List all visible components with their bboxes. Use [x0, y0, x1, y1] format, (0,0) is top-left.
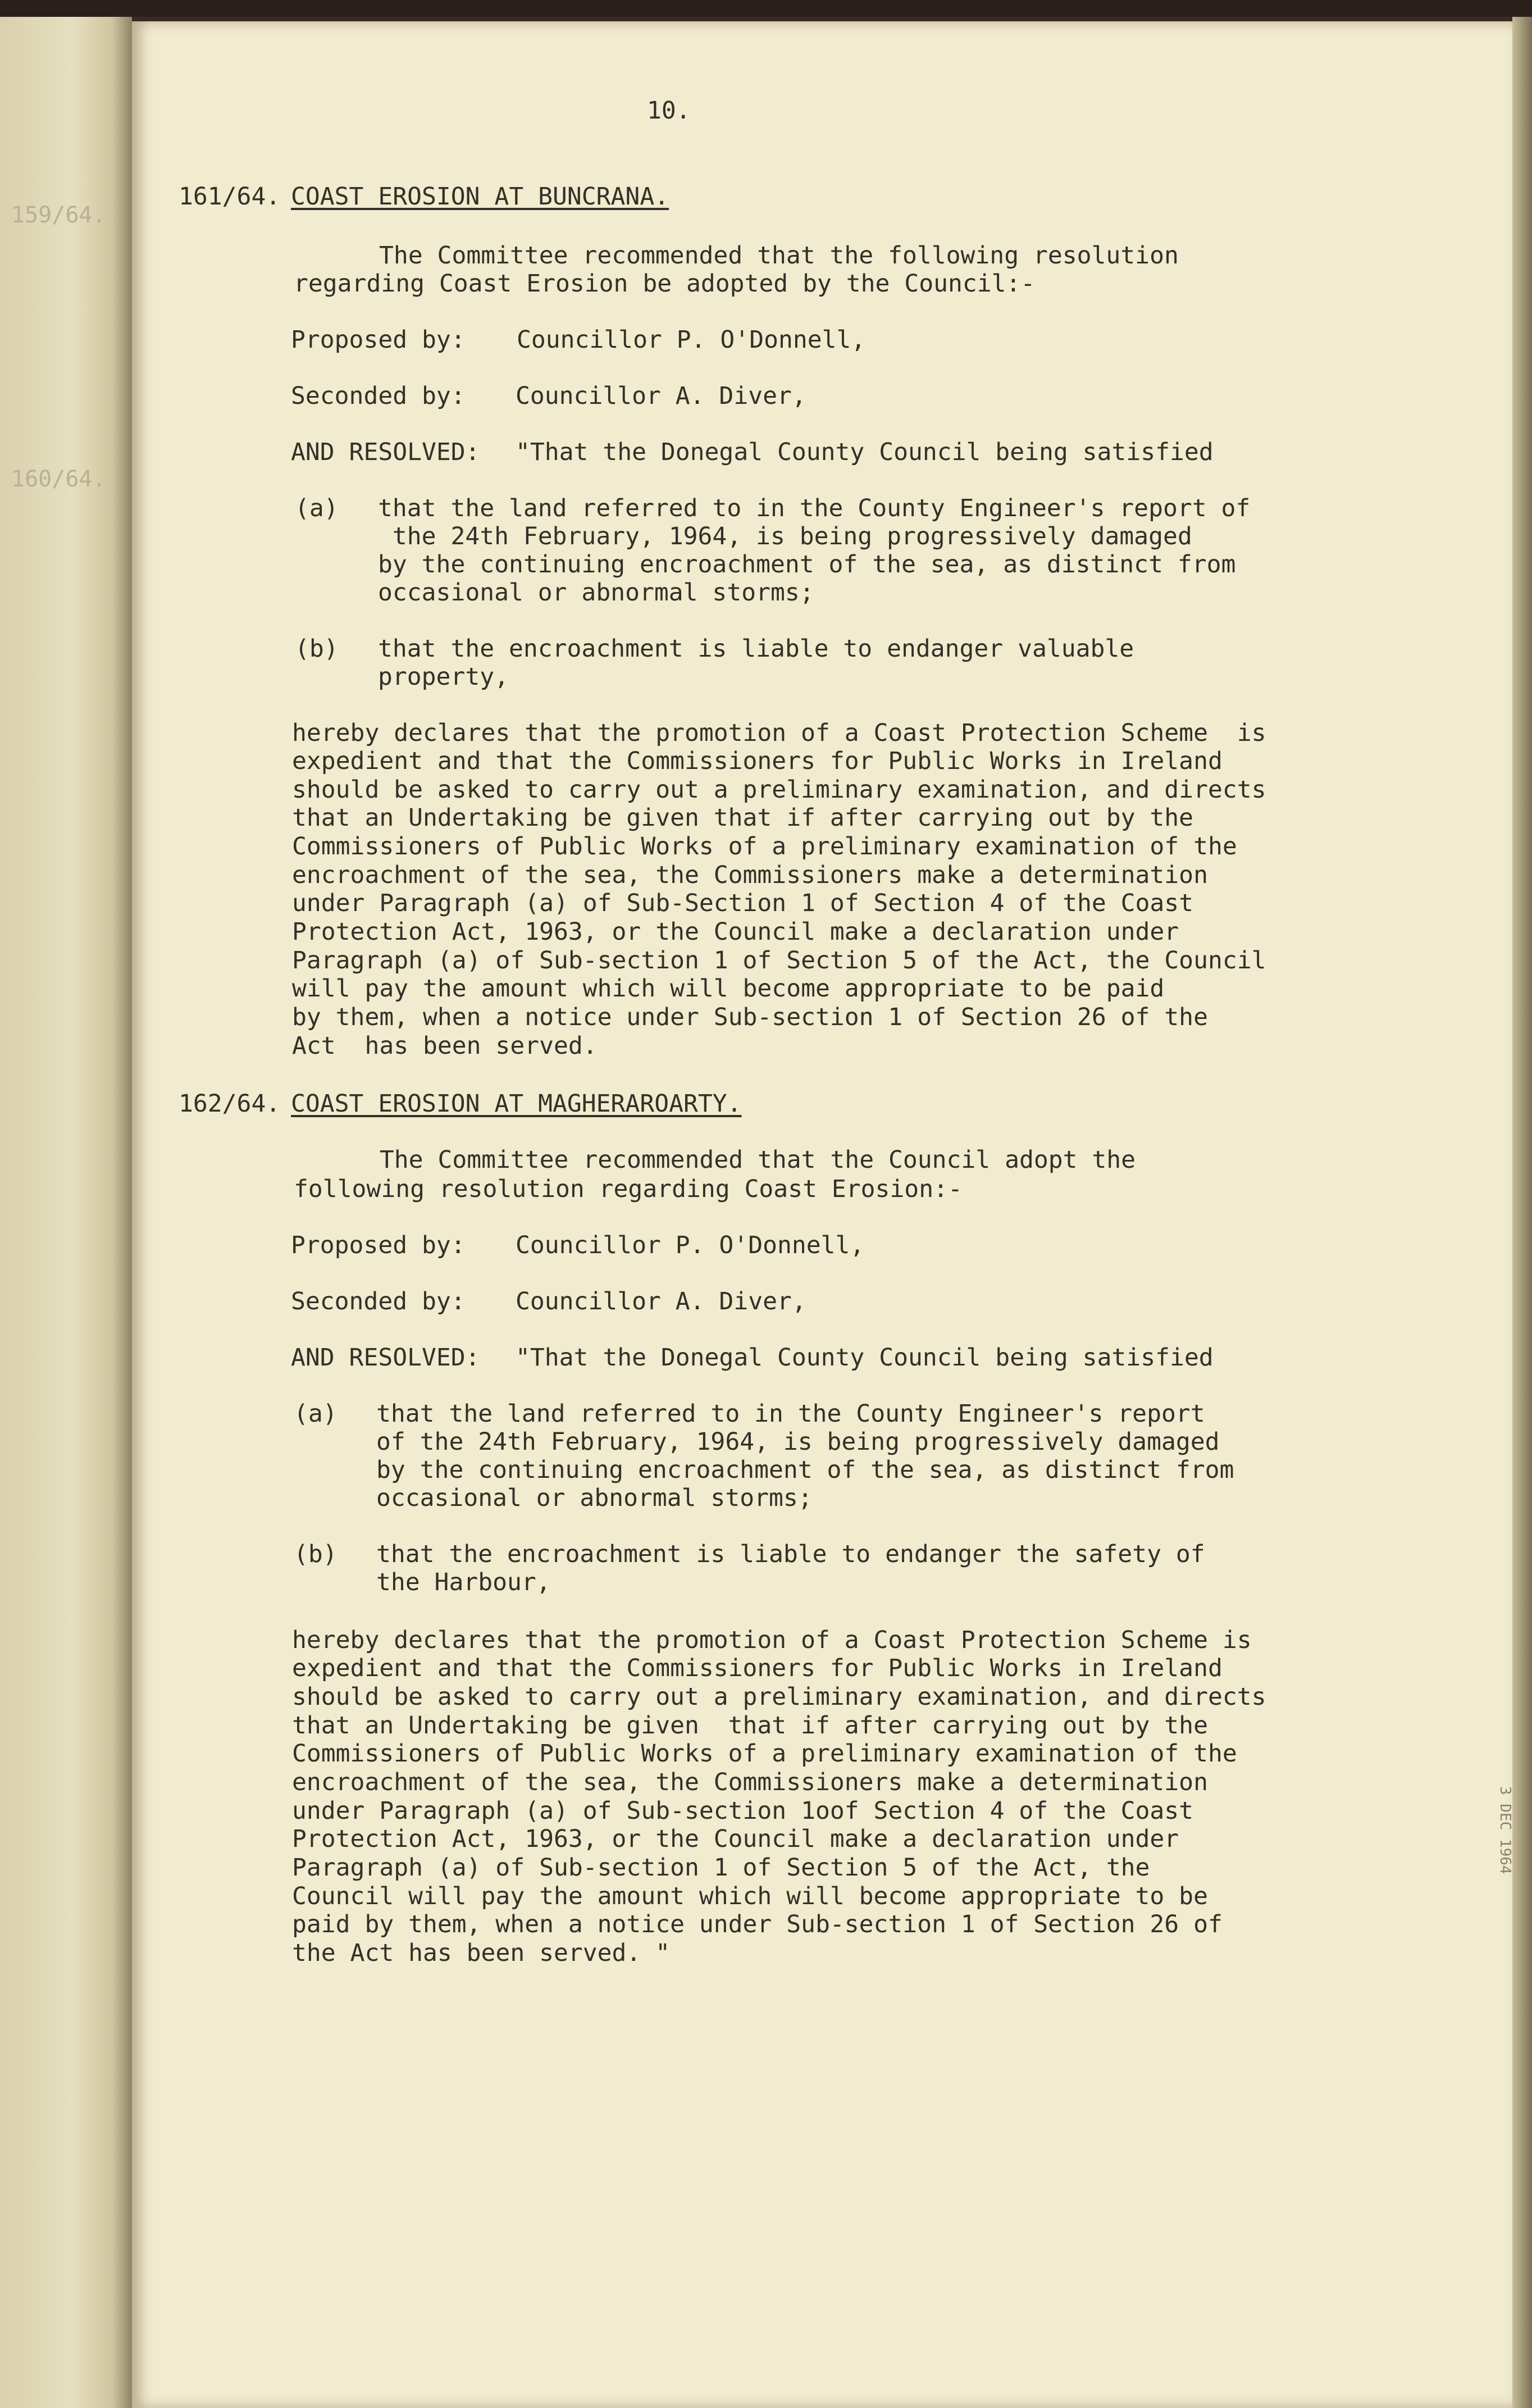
clause-line: of the 24th February, 1964, is being progressively damaged	[376, 1428, 1220, 1456]
body-line: Council will pay the amount which will become appropriate to be	[292, 1882, 1208, 1910]
resolved-label: AND RESOLVED:	[291, 438, 480, 466]
body-line: that an Undertaking be given that if after carrying out by the	[292, 804, 1194, 832]
seconded-value: Councillor A. Diver,	[516, 1287, 806, 1315]
body-line: paid by them, when a notice under Sub-section 1 of Section 26 of	[292, 1910, 1223, 1938]
intro-line: The Committee recommended that the Council adopt the	[365, 1146, 1136, 1174]
top-binding-band	[0, 0, 1532, 17]
clause-line: by the continuing encroachment of the sea, as distinct from	[376, 1456, 1234, 1484]
body-line: Protection Act, 1963, or the Council make a declaration under	[292, 918, 1179, 946]
clause-line: property,	[378, 663, 509, 691]
proposed-value: Councillor P. O'Donnell,	[517, 326, 866, 354]
body-line: will pay the amount which will become appropriate to be paid	[292, 975, 1165, 1003]
clause-line: occasional or abnormal storms;	[378, 579, 814, 607]
minute-number: 162/64.	[179, 1090, 281, 1118]
clause-line: that the encroachment is liable to endanger the safety of	[376, 1540, 1205, 1568]
body-line: hereby declares that the promotion of a Coast Protection Scheme is	[292, 1626, 1252, 1654]
body-line: by them, when a notice under Sub-section 1 of Section 26 of the	[292, 1003, 1208, 1031]
body-line: expedient and that the Commissioners for Public Works in Ireland	[292, 747, 1223, 775]
ghost-minute-number: 160/64.	[11, 466, 106, 492]
minute-title: COAST EROSION AT MAGHERAROARTY.	[291, 1090, 742, 1118]
right-page-edge	[1512, 17, 1532, 2408]
clause-line: the 24th February, 1964, is being progressively damaged	[378, 522, 1192, 550]
body-line: encroachment of the sea, the Commissioners make a determination	[292, 861, 1208, 889]
minute-title: COAST EROSION AT BUNCRANA.	[291, 183, 669, 211]
seconded-value: Councillor A. Diver,	[516, 382, 806, 410]
body-line: encroachment of the sea, the Commissioners make a determination	[292, 1768, 1208, 1796]
clause-label: (b)	[294, 1540, 338, 1568]
clause-label: (b)	[295, 635, 339, 663]
clause-line: that the land referred to in the County Engineer's report of	[378, 494, 1251, 522]
minute-number: 161/64.	[179, 183, 281, 211]
body-line: Commissioners of Public Works of a preliminary examination of the	[292, 832, 1237, 861]
body-line: Commissioners of Public Works of a preliminary examination of the	[292, 1740, 1237, 1768]
clause-line: by the continuing encroachment of the sea, as distinct from	[378, 550, 1236, 579]
ghost-minute-number: 159/64.	[11, 202, 106, 228]
body-line: hereby declares that the promotion of a Coast Protection Scheme is	[292, 719, 1266, 747]
body-line: Protection Act, 1963, or the Council make a declaration under	[292, 1825, 1179, 1853]
facing-page-edge	[0, 17, 132, 2408]
proposed-label: Proposed by:	[291, 1231, 466, 1259]
intro-line: regarding Coast Erosion be adopted by the Council:-	[294, 270, 1036, 298]
resolved-label: AND RESOLVED:	[291, 1344, 480, 1372]
body-line: under Paragraph (a) of Sub-Section 1 of Section 4 of the Coast	[292, 889, 1194, 917]
body-line: should be asked to carry out a preliminary examination, and directs	[292, 1683, 1266, 1711]
body-line: under Paragraph (a) of Sub-section 1oof Section 4 of the Coast	[292, 1797, 1194, 1825]
clause-label: (a)	[294, 1400, 338, 1428]
document-page	[132, 21, 1512, 2408]
body-line: expedient and that the Commissioners for Public Works in Ireland	[292, 1654, 1223, 1682]
resolved-value: "That the Donegal County Council being satisfied	[516, 1344, 1214, 1372]
right-margin-note: 3 DEC 1964	[1497, 1786, 1513, 1874]
body-line: the Act has been served. "	[292, 1939, 671, 1967]
body-line: Paragraph (a) of Sub-section 1 of Section 5 of the Act, the Council	[292, 946, 1266, 975]
page-number: 10.	[647, 97, 691, 125]
clause-line: that the encroachment is liable to endanger valuable	[378, 635, 1134, 663]
seconded-label: Seconded by:	[291, 382, 466, 410]
clause-line: occasional or abnormal storms;	[376, 1484, 813, 1512]
resolved-value: "That the Donegal County Council being satisfied	[516, 438, 1214, 466]
intro-line: following resolution regarding Coast Erosion:-	[294, 1175, 963, 1203]
seconded-label: Seconded by:	[291, 1287, 466, 1315]
clause-line: that the land referred to in the County Engineer's report	[376, 1400, 1205, 1428]
clause-label: (a)	[295, 494, 339, 522]
body-line: that an Undertaking be given that if after carrying out by the	[292, 1711, 1208, 1740]
clause-line: the Harbour,	[376, 1568, 551, 1596]
body-line: should be asked to carry out a preliminary examination, and directs	[292, 776, 1266, 804]
body-line: Paragraph (a) of Sub-section 1 of Section 5 of the Act, the	[292, 1854, 1150, 1882]
proposed-label: Proposed by:	[291, 326, 466, 354]
body-line: Act has been served.	[292, 1032, 598, 1060]
intro-line: The Committee recommended that the following resolution	[379, 242, 1179, 270]
proposed-value: Councillor P. O'Donnell,	[516, 1231, 865, 1259]
